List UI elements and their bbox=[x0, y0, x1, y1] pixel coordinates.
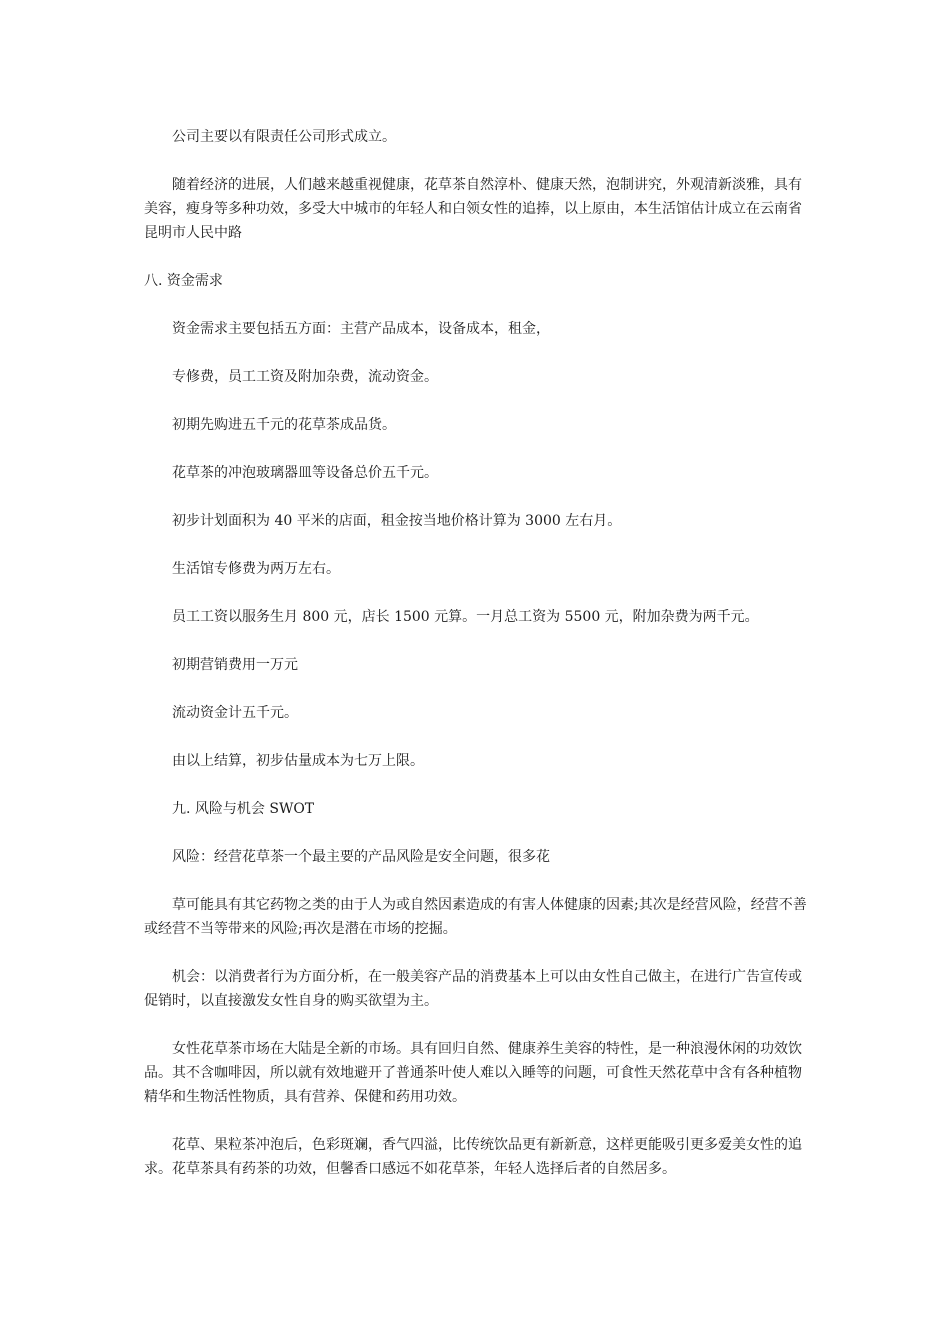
paragraph-risk-detail: 草可能具有其它药物之类的由于人为或自然因素造成的有害人体健康的因素;其次是经营风险，经营不善或经营不当等带来的风险;再次是潜在市场的挖掘。 bbox=[144, 897, 807, 937]
paragraph-total-cost: 由以上结算，初步估量成本为七万上限。 bbox=[172, 753, 424, 769]
paragraph-market: 女性花草茶市场在大陆是全新的市场。具有回归自然、健康养生美容的特性，是一种浪漫休闲的功效饮品。其不含咖啡因，所以就有效地避开了普通茶叶使人难以入睡等的问题，可食性天然花草中含有各种植物精华和生物活性物质，具有营养、保健和药用功效。 bbox=[144, 1041, 802, 1105]
paragraph-company-form: 公司主要以有限责任公司形式成立。 bbox=[172, 129, 396, 145]
paragraph-working-capital: 流动资金计五千元。 bbox=[172, 705, 298, 721]
paragraph-appeal: 花草、果粒茶冲泡后，色彩斑斓，香气四溢，比传统饮品更有新新意，这样更能吸引更多爱美女性的追求。花草茶具有药茶的功效，但馨香口感远不如花草茶，年轻人选择后者的自然居多。 bbox=[144, 1137, 802, 1177]
paragraph-risk-intro: 风险：经营花草茶一个最主要的产品风险是安全问题，很多花 bbox=[172, 849, 550, 865]
paragraph-funding-items: 专修费，员工工资及附加杂费，流动资金。 bbox=[172, 369, 438, 385]
paragraph-initial-stock: 初期先购进五千元的花草茶成品货。 bbox=[172, 417, 396, 433]
section-heading-swot: 九. 风险与机会 SWOT bbox=[172, 801, 315, 817]
section-heading-funding: 八. 资金需求 bbox=[144, 273, 223, 289]
paragraph-background: 随着经济的进展，人们越来越重视健康，花草茶自然淳朴、健康天然，泡制讲究，外观清新淡雅，具有美容，瘦身等多种功效，多受大中城市的年轻人和白领女性的追捧，以上原由，本生活馆估计成立在云南省昆明市人民中路 bbox=[144, 177, 802, 241]
paragraph-marketing: 初期营销费用一万元 bbox=[172, 657, 298, 673]
paragraph-wages: 员工工资以服务生月 800 元，店长 1500 元算。一月总工资为 5500 元，附加杂费为两千元。 bbox=[172, 609, 759, 625]
paragraph-equipment: 花草茶的冲泡玻璃器皿等设备总价五千元。 bbox=[172, 465, 438, 481]
paragraph-opportunity: 机会：以消费者行为方面分析，在一般美容产品的消费基本上可以由女性自己做主，在进行广告宣传或促销时，以直接激发女性自身的购买欲望为主。 bbox=[144, 969, 802, 1009]
paragraph-renovation: 生活馆专修费为两万左右。 bbox=[172, 561, 340, 577]
paragraph-funding-intro: 资金需求主要包括五方面：主营产品成本，设备成本，租金， bbox=[172, 321, 550, 337]
paragraph-rent: 初步计划面积为 40 平米的店面，租金按当地价格计算为 3000 左右月。 bbox=[172, 513, 622, 529]
